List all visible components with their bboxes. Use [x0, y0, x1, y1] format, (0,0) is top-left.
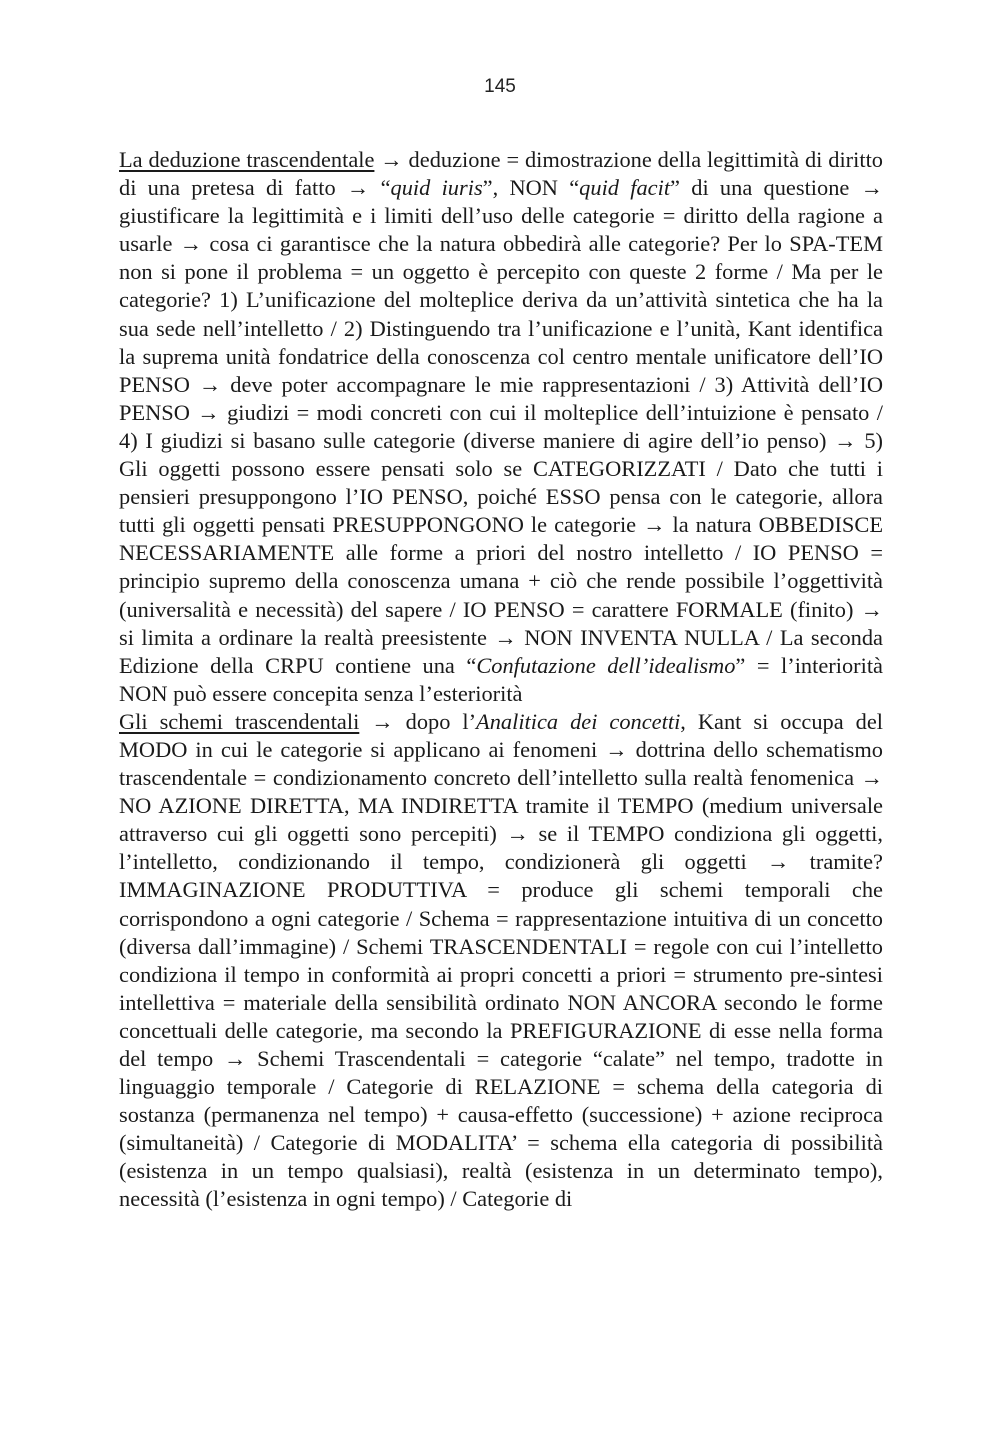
text-segment: ”, NON “	[482, 175, 580, 201]
text-segment: ” di una questione → giustificare la legittimità e i limiti dell’uso delle categorie = diritto della ragione a usarle → cosa ci garantisce che la natura obbedirà alle categorie? Per lo SPA-TEM non si pone il problema = un oggetto è percepito con queste 2 forme / Ma per le categorie? 1) L’unificazione del molteplice deriva da un’attività sintetica che ha la sua sede nell’intelletto / 2) Distinguendo tra l’unificazione e l’unità, Kant identifica la suprema unità fondatrice della conoscenza col centro mentale unificatore dell’IO PENSO → deve poter accompagnare le mie rappresentazioni / 3) Attività dell’IO PENSO → giudizi = modi concreti con cui il molteplice dell’intuizione è pensato / 4) I giudizi si basano sulle categorie (diverse maniere di agire dell’io penso) → 5) Gli oggetti possono essere pensati solo se CATEGORIZZATI / Dato che tutti i pensieri presuppongono l’IO PENSO, poiché ESSO pensa con le categorie, allora tutti gli oggetti pensati PRESUPPONGONO le categorie → la natura OBBEDISCE NECESSARIAMENTE alle forme a priori del nostro intelletto / IO PENSO = principio supremo della conoscenza umana + ciò che rende possibile l’oggettività (universalità e necessità) del sapere / IO PENSO = carattere FORMALE (finito) → si limita a ordinare la realtà preesistente → NON INVENTA NULLA / La seconda Edizione della CRPU contiene una “	[119, 175, 883, 678]
text-segment: ” = l’interiorità NON può essere concepita senza l’esteriorità	[119, 652, 883, 706]
text-segment: → deduzione = dimostrazione della legittimità di diritto di una pretesa di fatto → “	[119, 147, 883, 201]
section-heading: La deduzione trascendentale	[119, 147, 375, 172]
italic-term: Analitica dei concetti	[476, 708, 681, 734]
text-segment: , Kant si occupa del MODO in cui le categorie si applicano ai fenomeni → dottrina dello schematismo trascendentale = condizionamento concreto dell’intelletto sulla realtà fenomenica → NO AZIONE DIRETTA, MA INDIRETTA tramite il TEMPO (medium universale attraverso cui gli oggetti sono percepiti) → se il TEMPO condiziona gli oggetti, l’intelletto, condizionando il tempo, condizionerà gli oggetti → tramite? IMMAGINAZIONE PRODUTTIVA = produce gli schemi temporali che corrispondono a ogni categorie / Schema = rappresentazione intuitiva di un concetto (diversa dall’immagine) / Schemi TRASCENDENTALI = regole con cui l’intelletto condiziona il tempo in conformità ai propri concetti a priori = strumento pre-sintesi intellettiva = materiale della sensibilità ordinato NON ANCORA secondo le forme concettuali delle categorie, ma secondo la PREFIGURAZIONE di esse nella forma del tempo → Schemi Trascendentali = categorie “calate” nel tempo, tradotte in linguaggio temporale / Categorie di RELAZIONE = schema della categoria di sostanza (permanenza nel tempo) + causa-effetto (successione) + azione reciproca (simultaneità) / Categorie di MODALITA’ = schema ella categoria di possibilità (esistenza in un tempo qualsiasi), realtà (esistenza in un determinato tempo), necessità (l’esistenza in ogni tempo) / Categorie di	[119, 708, 883, 1212]
page-number: 145	[484, 76, 516, 97]
section-deduzione	[119, 146, 883, 708]
italic-term: quid facit	[579, 175, 671, 201]
text-segment: → dopo l’	[359, 708, 477, 734]
italic-term: quid iuris	[390, 175, 483, 201]
body-text	[119, 146, 883, 1214]
section-heading: Gli schemi trascendentali	[119, 708, 360, 734]
italic-term: Confutazione dell’idealismo	[476, 652, 736, 678]
section-schemi	[119, 708, 883, 1214]
